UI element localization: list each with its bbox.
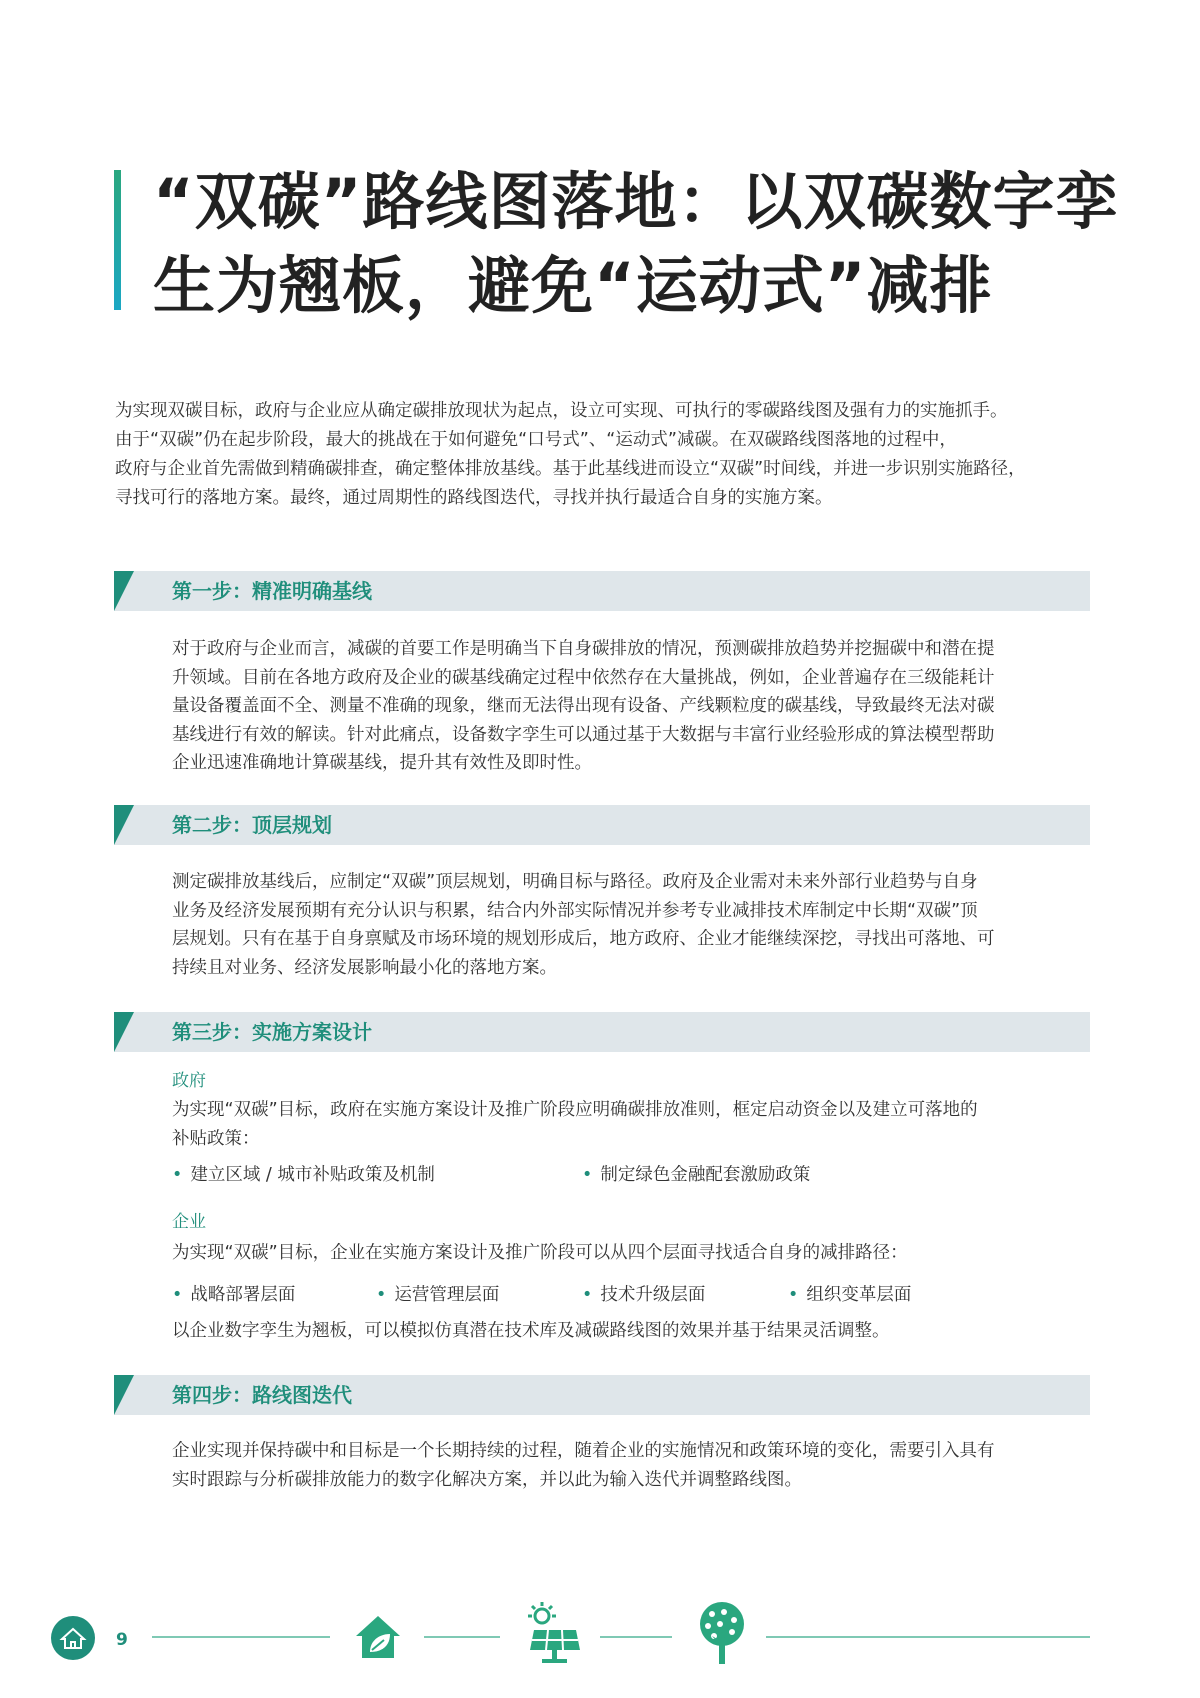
step-1-title: 第一步：精准明确基线 [172, 579, 372, 603]
step-2-body [172, 868, 1097, 982]
step-marker-icon [114, 805, 134, 845]
bullet-dot-icon: • [582, 1165, 593, 1185]
step-3-header [114, 1012, 1090, 1052]
bullet-dot-icon: • [172, 1165, 183, 1185]
government-heading: 政府 [172, 1071, 206, 1091]
step-1-line: 升领域。目前在各地方政府及企业的碳基线确定过程中依然存在大量挑战，例如，企业普遍存在三级能耗计 [172, 667, 995, 688]
enterprise-conclusion [172, 1317, 1097, 1346]
enterprise-conclusion-line: 以企业数字孪生为翘板，可以模拟仿真潜在技术库及减碳路线图的效果并基于结果灵活调整。 [172, 1321, 890, 1341]
step-marker-icon [114, 1012, 134, 1052]
step-1-body [172, 635, 1097, 778]
step-4-body [172, 1437, 1097, 1494]
step-1-line: 企业迅速准确地计算碳基线，提升其有效性及即时性。 [172, 753, 592, 773]
step-2-line: 层规划。只有在基于自身禀赋及市场环境的规划形成后，地方政府、企业才能继续深挖，寻找出可落地、可 [172, 929, 995, 949]
intro-line: 政府与企业首先需做到精确碳排查，确定整体排放基线。基于此基线进而设立“双碳”时间线，并进一步识别实施路径， [115, 459, 1026, 479]
page-number: 9 [116, 1630, 128, 1650]
tree-icon [694, 1600, 750, 1670]
government-line: 为实现“双碳”目标，政府在实施方案设计及推广阶段应明确碳排放准则，框定启动资金以及建立可落地的 [172, 1100, 978, 1120]
solar-panel-icon [520, 1600, 582, 1670]
footer-divider [766, 1636, 1090, 1638]
enterprise-intro-line: 为实现“双碳”目标，企业在实施方案设计及推广阶段可以从四个层面寻找适合自身的减排路径： [172, 1243, 908, 1263]
bullet-dot-icon: • [788, 1285, 799, 1305]
step-1-line: 对于政府与企业而言，减碳的首要工作是明确当下自身碳排放的情况，预测碳排放趋势并挖掘碳中和潜在提 [172, 639, 995, 659]
step-4-header [114, 1375, 1090, 1415]
government-line: 补贴政策： [172, 1128, 260, 1149]
step-3-title: 第三步：实施方案设计 [172, 1020, 372, 1044]
enterprise-heading: 企业 [172, 1212, 206, 1232]
step-2-line: 测定碳排放基线后，应制定“双碳”顶层规划，明确目标与路径。政府及企业需对未来外部行业趋势与自身 [172, 872, 978, 892]
enterprise-bullet: • 战略部署层面 [172, 1285, 296, 1305]
green-home-icon [50, 1615, 96, 1665]
step-2-title: 第二步：顶层规划 [172, 813, 332, 837]
enterprise-intro [172, 1239, 1097, 1268]
step-marker-icon [114, 1375, 134, 1415]
step-2-line: 持续且对业务、经济发展影响最小化的落地方案。 [172, 957, 557, 978]
step-1-line: 基线进行有效的解读。针对此痛点，设备数字孪生可以通过基于大数据与丰富行业经验形成的算法模型帮助 [172, 724, 995, 745]
government-body [172, 1096, 1097, 1153]
bullet-dot-icon: • [582, 1285, 593, 1305]
footer-divider [600, 1636, 672, 1638]
enterprise-bullet: • 技术升级层面 [582, 1285, 706, 1305]
page-title [153, 160, 1119, 328]
step-4-title: 第四步：路线图迭代 [172, 1383, 352, 1407]
intro-paragraph [115, 397, 1100, 513]
intro-line: 为实现双碳目标，政府与企业应从确定碳排放现状为起点，设立可实现、可执行的零碳路线图及强有力的实施抓手。 [115, 401, 1008, 421]
page-title-line-1: “双碳”路线图落地：以双碳数字孪 [153, 165, 1119, 238]
step-4-line: 企业实现并保持碳中和目标是一个长期持续的过程，随着企业的实施情况和政策环境的变化，需要引入具有 [172, 1441, 995, 1461]
eco-house-icon [350, 1608, 406, 1668]
step-2-header [114, 805, 1090, 845]
step-4-line: 实时跟踪与分析碳排放能力的数字化解决方案，并以此为输入迭代并调整路线图。 [172, 1469, 802, 1490]
enterprise-bullet: • 运营管理层面 [376, 1285, 500, 1305]
step-1-header [114, 571, 1090, 611]
footer-divider [424, 1636, 500, 1638]
government-bullet: • 建立区域 / 城市补贴政策及机制 [172, 1165, 435, 1185]
step-marker-icon [114, 571, 134, 611]
government-bullet: • 制定绿色金融配套激励政策 [582, 1165, 811, 1185]
footer-divider [152, 1636, 330, 1638]
intro-line: 由于“双碳”仍在起步阶段，最大的挑战在于如何避免“口号式”、“运动式”减碳。在双碳路线图落地的过程中， [115, 430, 957, 450]
step-1-line: 量设备覆盖面不全、测量不准确的现象，继而无法得出现有设备、产线颗粒度的碳基线，导致最终无法对碳 [172, 696, 995, 716]
page-title-line-2: 生为翘板，避免“运动式”减排 [153, 249, 993, 322]
step-2-line: 业务及经济发展预期有充分认识与积累，结合内外部实际情况并参考专业减排技术库制定中长期“双碳”顶 [172, 900, 978, 921]
intro-line: 寻找可行的落地方案。最终，通过周期性的路线图迭代，寻找并执行最适合自身的实施方案。 [115, 488, 833, 508]
bullet-dot-icon: • [376, 1285, 387, 1305]
title-accent-bar [114, 170, 121, 310]
bullet-dot-icon: • [172, 1285, 183, 1305]
enterprise-bullet: • 组织变革层面 [788, 1285, 912, 1305]
